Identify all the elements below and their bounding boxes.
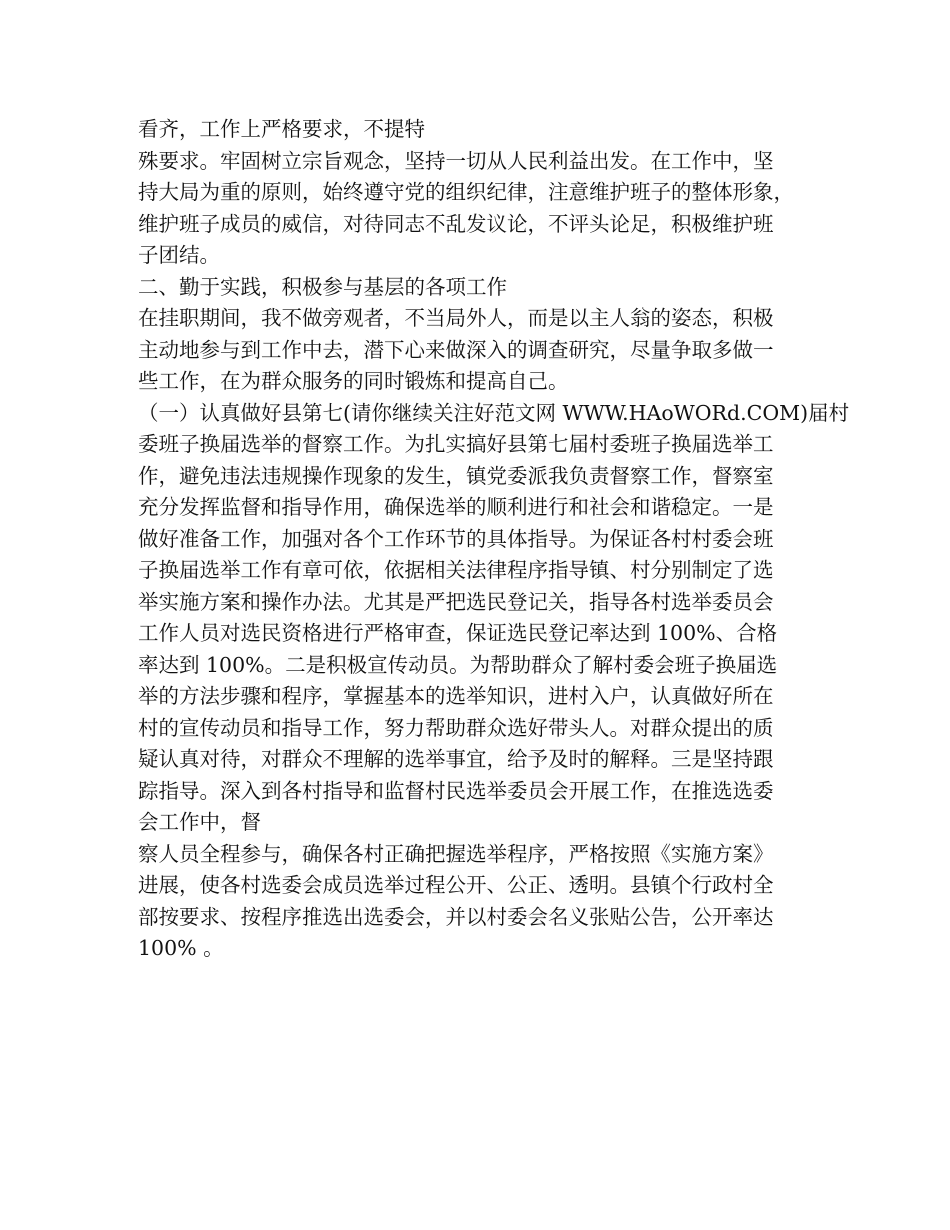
text-line: 率达到 100%。二是积极宣传动员。为帮助群众了解村委会班子换届选 xyxy=(138,652,778,677)
text-line: 子换届选举工作有章可依，依据相关法律程序指导镇、村分别制定了选 xyxy=(138,558,774,582)
text-line: 进展，使各村选委会成员选举过程公开、公正、透明。县镇个行政村全 xyxy=(138,873,774,897)
text-line: 子团结。 xyxy=(138,243,220,267)
text-line: 维护班子成员的威信，对待同志不乱发议论，不评头论足，积极维护班 xyxy=(138,211,774,236)
text-line: 100% 。 xyxy=(138,936,224,960)
text-line: 充分发挥监督和指导作用，确保选举的顺利进行和社会和谐稳定。一是 xyxy=(138,495,774,519)
text-line: 察人员全程参与，确保各村正确把握选举程序，严格按照《实施方案》 xyxy=(138,841,774,866)
text-line: 举实施方案和操作办法。尤其是严把选民登记关，指导各村选举委员会 xyxy=(138,589,774,614)
text-line: 些工作，在为群众服务的同时锻炼和提高自己。 xyxy=(138,369,569,393)
text-line: 工作人员对选民资格进行严格审查，保证选民登记率达到 100%、合格 xyxy=(138,621,778,645)
text-line: 举的方法步骤和程序，掌握基本的选举知识，进村入户，认真做好所在 xyxy=(138,684,774,708)
section-heading: 二、勤于实践，积极参与基层的各项工作 xyxy=(138,274,507,299)
text-line: 部按要求、按程序推选出选委会，并以村委会名义张贴公告，公开率达 xyxy=(138,904,774,929)
text-line: 委班子换届选举的督察工作。为扎实搞好县第七届村委班子换届选举工 xyxy=(138,432,774,456)
text-line: 主动地参与到工作中去，潜下心来做深入的调查研究，尽量争取多做一 xyxy=(138,337,774,362)
text-line: 殊要求。牢固树立宗旨观念，坚持一切从人民利益出发。在工作中，坚 xyxy=(138,148,774,173)
text-line: 在挂职期间，我不做旁观者，不当局外人，而是以主人翁的姿态，积极 xyxy=(138,306,774,330)
text-line: 持大局为重的原则，始终遵守党的组织纪律，注意维护班子的整体形象， xyxy=(138,180,794,204)
body-text xyxy=(138,114,850,965)
subsection-line: （一）认真做好县第七(请你继续关注好范文网 WWW.HAoWORd.COM)届村 xyxy=(138,400,850,425)
text-line: 看齐，工作上严格要求，不提特 xyxy=(138,117,425,141)
text-line: 疑认真对待，对群众不理解的选举事宜，给予及时的解释。三是坚持跟 xyxy=(138,747,774,771)
text-line: 做好准备工作，加强对各个工作环节的具体指导。为保证各村村委会班 xyxy=(138,526,774,551)
text-line: 村的宣传动员和指导工作，努力帮助群众选好带头人。对群众提出的质 xyxy=(138,715,774,740)
text-line: 作，避免违法违规操作现象的发生，镇党委派我负责督察工作，督察室 xyxy=(138,463,774,488)
text-line: 踪指导。深入到各村指导和监督村民选举委员会开展工作，在推选选委 xyxy=(138,778,774,803)
text-line: 会工作中，督 xyxy=(138,810,261,834)
